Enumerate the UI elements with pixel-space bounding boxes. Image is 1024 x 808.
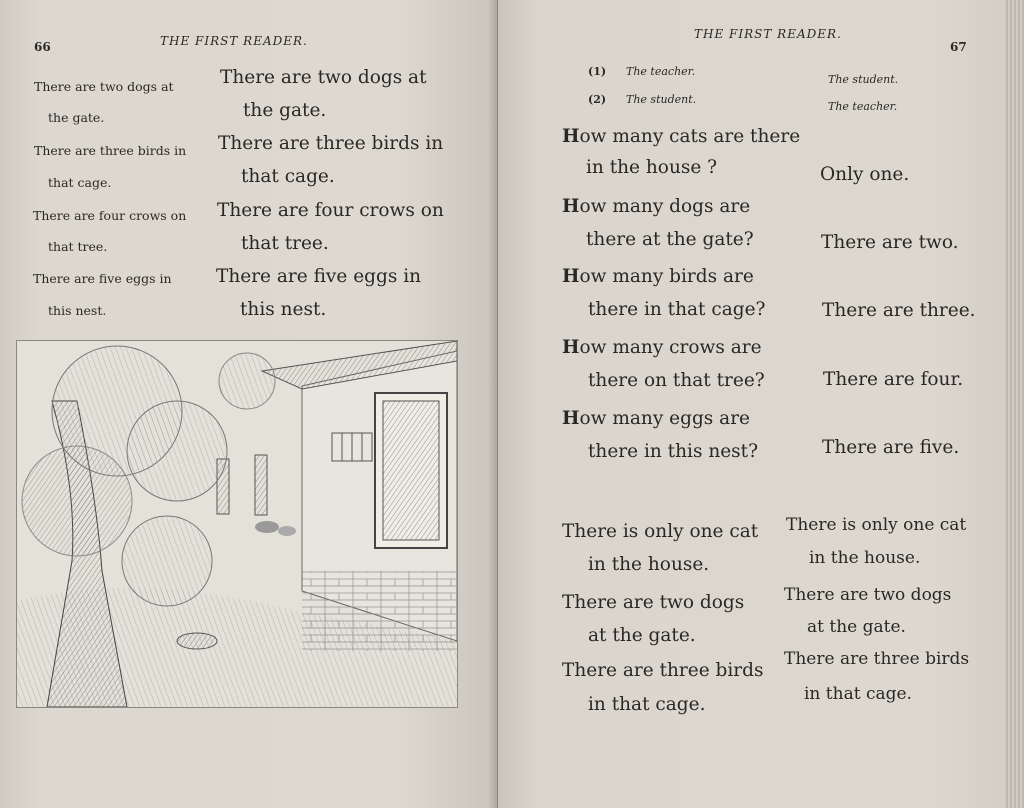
print-line: that cage.	[241, 166, 335, 187]
script-line: There are five eggs in	[33, 271, 172, 286]
script-line: this nest.	[48, 303, 107, 318]
running-head: THE FIRST READER.	[160, 34, 308, 48]
answer: There are three.	[822, 300, 976, 321]
script-line: the gate.	[48, 110, 105, 125]
print-line: that tree.	[241, 233, 329, 254]
answer: Only one.	[820, 164, 910, 185]
print-line: the gate.	[243, 100, 327, 121]
print-line: There are four crows on	[217, 200, 444, 221]
print-line: There are two dogs at	[220, 67, 427, 88]
print-line: this nest.	[240, 299, 327, 320]
script-line: There are three birds in	[34, 143, 187, 158]
answer: There are two.	[821, 232, 959, 253]
illustration-drawing	[17, 341, 457, 707]
print-line: There are five eggs in	[216, 266, 422, 287]
answer: There are four.	[823, 369, 964, 390]
engraving-illustration	[16, 340, 458, 708]
page-edges	[1006, 0, 1024, 808]
script-line: that cage.	[48, 175, 112, 190]
running-head: THE FIRST READER.	[694, 27, 842, 41]
page-number: 67	[950, 40, 967, 54]
page-number: 66	[34, 40, 51, 54]
answer: There are five.	[822, 437, 960, 458]
script-line: that tree.	[48, 239, 108, 254]
print-line: There are three birds in	[218, 133, 444, 154]
script-line: There are two dogs at	[34, 79, 174, 94]
script-line: There are four crows on	[33, 208, 187, 223]
right-page: THE FIRST READER. 67 (1) The teacher. The student. (2) The student. The teacher. How many cats are there in the house ? Only one. How many dogs are there at the gate? There are two. How many birds are there in that cage? There are three. How many crows are there on that tree? There are four. How many eggs are there in this nest? There are five. There is only one cat in the house. There are two dogs at the gate. There are three birds in that cage. There is only one cat in the house. There are two dogs at the gate. There are three birds in that cage.	[498, 0, 1006, 808]
left-page	[0, 0, 498, 808]
